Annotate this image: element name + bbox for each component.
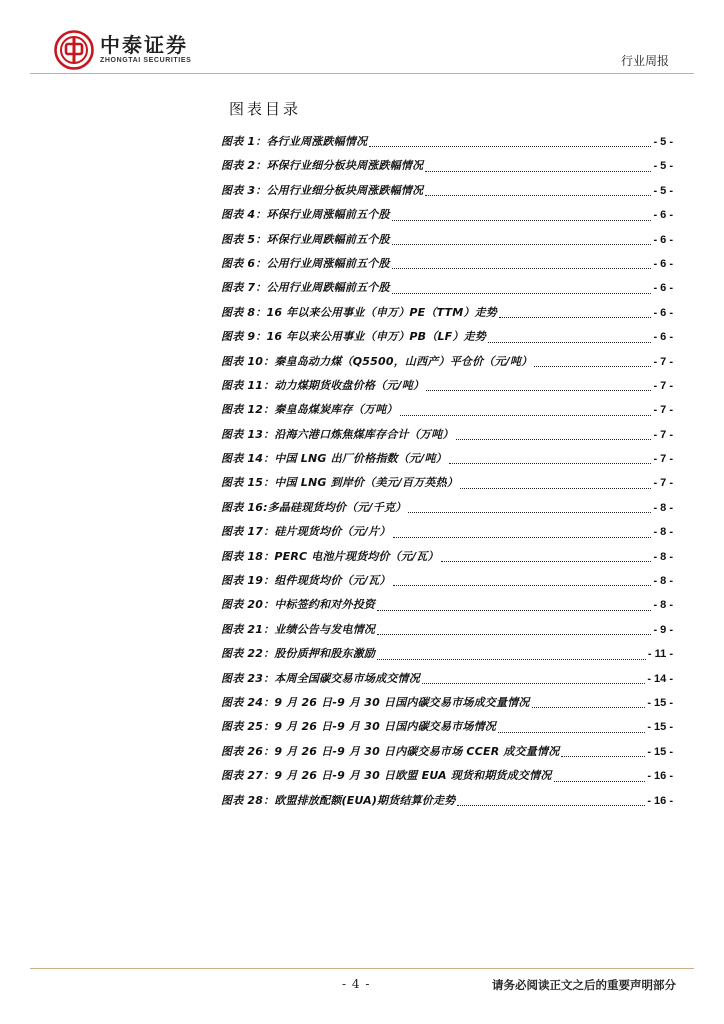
toc-entry[interactable] — [221, 450, 673, 474]
toc-entry[interactable] — [221, 255, 673, 279]
toc-entry-label: 图表 24：9 月 26 日-9 月 30 日国内碳交易市场成交量情况 — [221, 695, 530, 709]
toc-dot-leader — [534, 366, 651, 367]
toc-entry-page: - 8 - — [653, 501, 673, 514]
company-logo — [54, 30, 191, 70]
toc-dot-leader — [449, 463, 652, 464]
toc-entry-page: - 6 - — [653, 306, 673, 319]
page-header — [0, 0, 724, 80]
toc-entry-page: - 8 - — [653, 575, 673, 588]
toc-entry-page: - 5 - — [653, 184, 673, 197]
toc-entry-page: - 7 - — [653, 404, 673, 417]
toc-dot-leader — [426, 390, 651, 391]
toc-entry-page: - 7 - — [653, 355, 673, 368]
toc-entry-label: 图表 23：本周全国碳交易市场成交情况 — [221, 671, 420, 685]
toc-entry-label: 图表 6：公用行业周涨幅前五个股 — [221, 256, 390, 270]
header-divider — [30, 73, 694, 74]
toc-dot-leader — [441, 561, 652, 562]
toc-entry-label: 图表 3：公用行业细分板块周涨跌幅情况 — [221, 183, 424, 197]
toc-dot-leader — [425, 171, 651, 172]
toc-dot-leader — [425, 195, 651, 196]
toc-entry[interactable] — [221, 474, 673, 498]
toc-dot-leader — [392, 268, 652, 269]
toc-entry[interactable] — [221, 572, 673, 596]
toc-dot-leader — [392, 293, 652, 294]
toc-entry-label: 图表 2：环保行业细分板块周涨跌幅情况 — [221, 159, 424, 173]
toc-entry-page: - 15 - — [647, 696, 673, 709]
toc-entry-page: - 6 - — [653, 209, 673, 222]
toc-entry[interactable] — [221, 718, 673, 742]
toc-dot-leader — [456, 439, 652, 440]
toc-entry-label: 图表 19：组件现货均价（元/瓦） — [221, 574, 391, 588]
logo-text — [100, 34, 191, 66]
page-number: - 4 - — [342, 977, 371, 991]
logo-chinese-name: 中泰证券 — [100, 33, 188, 57]
toc-entry-label: 图表 17：硅片现货均价（元/片） — [221, 525, 391, 539]
toc-entry-label: 图表 26：9 月 26 日-9 月 30 日内碳交易市场 CCER 成交量情况 — [221, 744, 560, 758]
toc-entry[interactable] — [221, 743, 673, 767]
toc-entry-label: 图表 1：各行业周涨跌幅情况 — [221, 135, 368, 148]
toc-dot-leader — [499, 317, 651, 318]
zhongtai-logo-icon — [54, 30, 94, 70]
toc-entry[interactable] — [221, 645, 673, 669]
toc-entry[interactable] — [221, 670, 673, 694]
toc-entry-label: 图表 16:多晶硅现货均价（元/千克） — [221, 500, 407, 514]
toc-entry[interactable] — [221, 377, 673, 401]
toc-entry-label: 图表 8：16 年以来公用事业（申万）PE（TTM）走势 — [221, 305, 498, 319]
toc-entry[interactable] — [221, 523, 673, 547]
toc-entry-page: - 15 - — [647, 745, 673, 758]
toc-title: 图表目录 — [229, 100, 302, 118]
toc-dot-leader — [460, 488, 651, 489]
toc-entry-page: - 16 - — [647, 770, 673, 783]
toc-entry[interactable] — [221, 353, 673, 377]
toc-entry-page: - 6 - — [653, 257, 673, 270]
toc-entry-page: - 7 - — [653, 379, 673, 392]
toc-entry-label: 图表 5：环保行业周跌幅前五个股 — [221, 232, 390, 246]
toc-entry-label: 图表 9：16 年以来公用事业（申万）PB（LF）走势 — [221, 330, 486, 344]
toc-entry-page: - 5 - — [653, 160, 673, 173]
toc-entry[interactable] — [221, 767, 673, 791]
toc-dot-leader — [422, 683, 645, 684]
toc-entry-page: - 7 - — [653, 477, 673, 490]
toc-entry[interactable] — [221, 157, 673, 181]
toc-entry[interactable] — [221, 328, 673, 352]
toc-dot-leader — [377, 610, 651, 611]
report-type-label: 行业周报 — [620, 54, 669, 68]
toc-entry[interactable] — [221, 426, 673, 450]
toc-entry[interactable] — [221, 792, 673, 816]
toc-entry[interactable] — [221, 231, 673, 255]
toc-entry-label: 图表 21：业绩公告与发电情况 — [221, 622, 376, 636]
toc-entry-page: - 7 - — [653, 453, 673, 466]
toc-entry-page: - 6 - — [653, 233, 673, 246]
toc-entry[interactable] — [221, 621, 673, 645]
toc-dot-leader — [554, 781, 646, 782]
toc-dot-leader — [498, 732, 645, 733]
toc-dot-leader — [392, 220, 652, 221]
toc-entry-label: 图表 4：环保行业周涨幅前五个股 — [221, 208, 390, 222]
toc-entry-label: 图表 15：中国 LNG 到岸价（美元/百万英热） — [221, 476, 459, 490]
toc-entry-label: 图表 14：中国 LNG 出厂价格指数（元/吨） — [221, 452, 447, 466]
toc-entry[interactable] — [221, 133, 673, 157]
toc-entry[interactable] — [221, 694, 673, 718]
toc-entry-label: 图表 25：9 月 26 日-9 月 30 日国内碳交易市场情况 — [221, 720, 497, 734]
toc-entry-label: 图表 28：欧盟排放配额(EUA)期货结算价走势 — [221, 793, 456, 807]
toc-entry-label: 图表 20：中标签约和对外投资 — [221, 598, 376, 612]
toc-entry-label: 图表 7：公用行业周跌幅前五个股 — [221, 281, 390, 295]
toc-entry[interactable] — [221, 304, 673, 328]
toc-dot-leader — [400, 415, 652, 416]
toc-dot-leader — [369, 146, 651, 147]
disclaimer-text: 请务必阅读正文之后的重要声明部分 — [492, 978, 676, 992]
toc-entry-label: 图表 12：秦皇岛煤炭库存（万吨） — [221, 403, 398, 417]
toc-entry-page: - 5 - — [653, 136, 673, 148]
toc-entry-page: - 11 - — [647, 648, 673, 661]
table-of-figures — [221, 133, 673, 816]
toc-entry[interactable] — [221, 182, 673, 206]
toc-entry[interactable] — [221, 596, 673, 620]
toc-entry[interactable] — [221, 401, 673, 425]
toc-entry-label: 图表 13：沿海六港口炼焦煤库存合计（万吨） — [221, 427, 454, 441]
toc-dot-leader — [392, 244, 652, 245]
toc-entry-page: - 14 - — [647, 672, 673, 685]
toc-entry-page: - 6 - — [653, 282, 673, 295]
toc-dot-leader — [377, 659, 646, 660]
toc-entry[interactable] — [221, 206, 673, 230]
toc-entry[interactable] — [221, 548, 673, 572]
toc-entry-page: - 8 - — [653, 550, 673, 563]
toc-entry-label: 图表 11：动力煤期货收盘价格（元/吨） — [221, 378, 425, 392]
toc-entry-label: 图表 27：9 月 26 日-9 月 30 日欧盟 EUA 现货和期货成交情况 — [221, 769, 552, 783]
logo-english-name: ZHONGTAI SECURITIES — [100, 57, 192, 64]
toc-entry-page: - 15 - — [647, 721, 673, 734]
toc-entry-label: 图表 18：PERC 电池片现货均价（元/瓦） — [221, 549, 439, 563]
toc-dot-leader — [408, 512, 651, 513]
toc-entry-label: 图表 22：股份质押和股东激励 — [221, 647, 376, 661]
toc-entry[interactable] — [221, 279, 673, 303]
toc-entry-page: - 6 - — [653, 331, 673, 344]
toc-entry-page: - 16 - — [647, 794, 673, 807]
toc-entry-page: - 9 - — [653, 623, 673, 636]
footer-divider — [30, 968, 694, 969]
toc-dot-leader — [377, 634, 651, 635]
toc-dot-leader — [488, 342, 651, 343]
toc-dot-leader — [457, 805, 645, 806]
toc-entry[interactable] — [221, 499, 673, 523]
toc-dot-leader — [532, 707, 646, 708]
toc-entry-page: - 8 - — [653, 526, 673, 539]
toc-entry-page: - 7 - — [653, 428, 673, 441]
toc-entry-page: - 8 - — [653, 599, 673, 612]
toc-entry-label: 图表 10：秦皇岛动力煤（Q5500，山西产）平仓价（元/吨） — [221, 354, 533, 368]
toc-dot-leader — [561, 756, 645, 757]
toc-dot-leader — [393, 537, 652, 538]
toc-dot-leader — [393, 585, 652, 586]
